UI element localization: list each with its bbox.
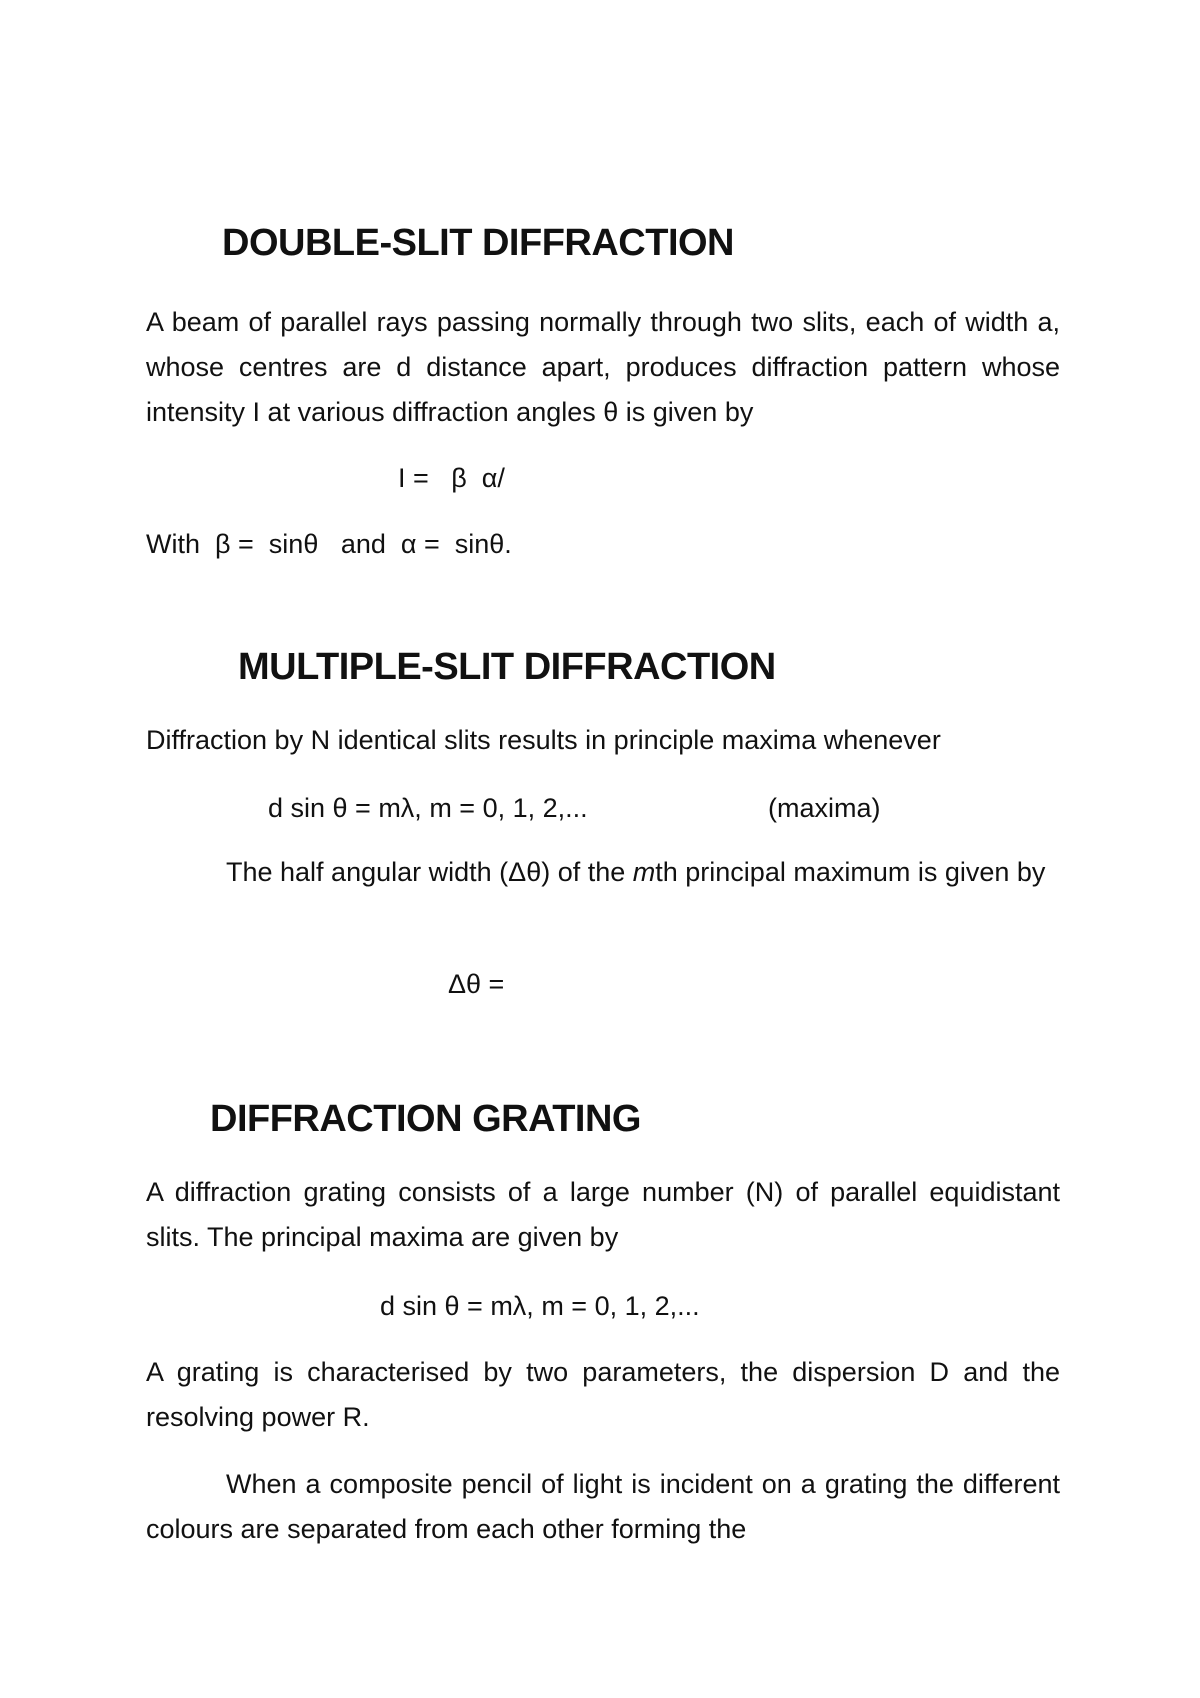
equation-maxima-note: (maxima) <box>768 793 881 823</box>
equation-maxima: d sin θ = mλ, m = 0, 1, 2,... <box>268 793 588 823</box>
paragraph-grating: A diffraction grating consists of a large number (N) of parallel equidistant slits. The principal maxima are given by <box>146 1177 1060 1252</box>
paragraph-half-angular-width-end: th principal maximum is given by <box>655 857 1046 887</box>
equation-intensity: I = β α/ <box>398 463 505 493</box>
paragraph-half-angular-width <box>146 850 1060 895</box>
equation-grating-maxima: d sin θ = mλ, m = 0, 1, 2,... <box>380 1291 700 1321</box>
variable-m: m <box>632 857 656 887</box>
paragraph-multiple-slit: Diffraction by N identical slits results in principle maxima whenever <box>146 725 941 755</box>
equation-delta-theta: Δθ = <box>448 969 505 999</box>
heading-multiple-slit: MULTIPLE-SLIT DIFFRACTION <box>238 646 776 688</box>
heading-double-slit: DOUBLE-SLIT DIFFRACTION <box>222 222 735 264</box>
paragraph-grating-parameters: A grating is characterised by two parameters, the dispersion D and the resolving power R. <box>146 1357 1060 1432</box>
paragraph-double-slit: A beam of parallel rays passing normally through two slits, each of width a, whose centres are d distance apart, produces diffraction pattern whose intensity I at various diffraction angles θ is given by <box>146 307 1060 427</box>
paragraph-half-angular-width-start: The half angular width (Δθ) of the <box>226 857 633 887</box>
equation-beta-alpha: With β = sinθ and α = sinθ. <box>146 529 512 559</box>
paragraph-composite-pencil: When a composite pencil of light is incident on a grating the different colours are separated from each other forming the <box>146 1469 1060 1544</box>
heading-diffraction-grating: DIFFRACTION GRATING <box>210 1098 641 1140</box>
